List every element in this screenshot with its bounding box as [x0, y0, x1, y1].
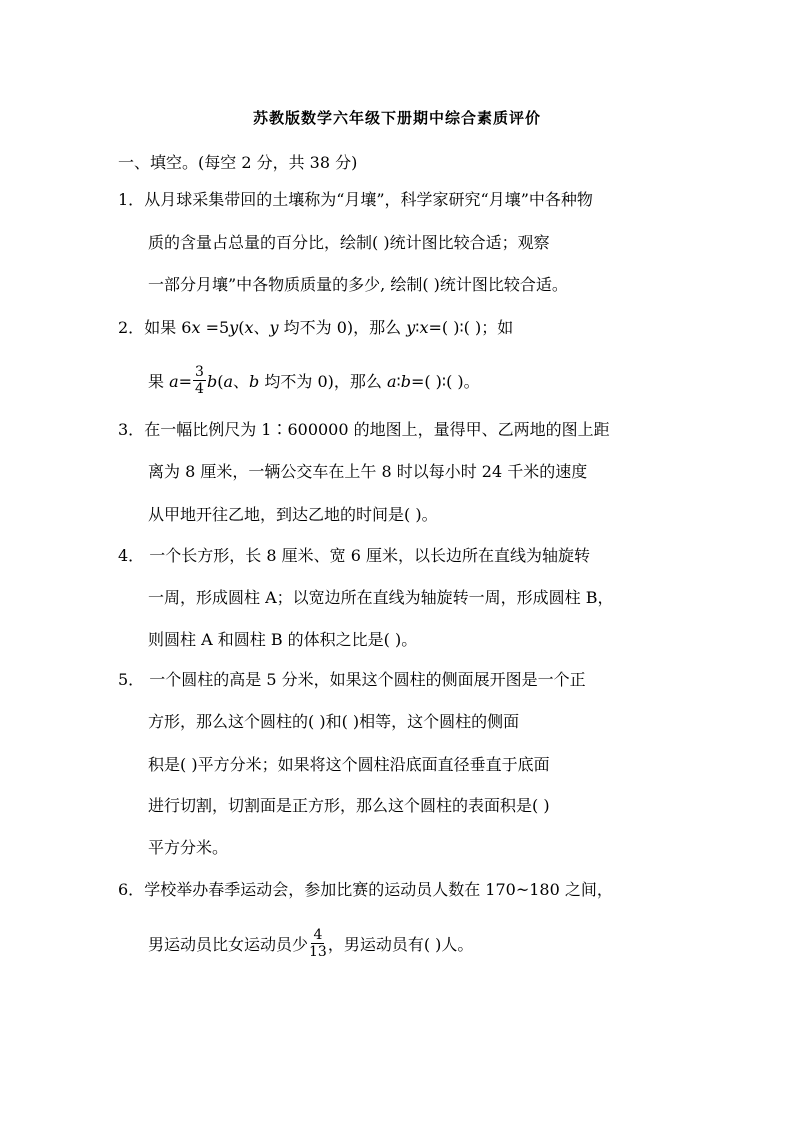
question-6-number: 6．: [118, 880, 145, 899]
question-2-line-2: 果 a= $\frac{3}{4}$ b(a、b 均不为 0)，那么 a∶b=( )∶( )。: [148, 364, 480, 397]
question-1-number: 1．: [118, 190, 145, 209]
question-1-line-1: 1．从月球采集带回的土壤称为“月壤”，科学家研究“月壤”中各种物: [118, 190, 593, 209]
fraction-four-thirteenths: $\frac{4}{13}$: [309, 927, 327, 960]
question-2-number: 2．: [118, 318, 145, 337]
question-5-line-2: 方形，那么这个圆柱的( )和( )相等，这个圆柱的侧面: [148, 712, 520, 731]
question-2-line-1: 2．如果 6x =5y(x、y 均不为 0)，那么 y∶x=( )∶( )；如: [118, 318, 514, 337]
question-1-line-2: 质的含量占总量的百分比，绘制( )统计图比较合适；观察: [148, 233, 550, 252]
question-5-number: 5．: [118, 670, 145, 689]
question-4-line-1: 4． 一个长方形，长 8 厘米、宽 6 厘米，以长边所在直线为轴旋转: [118, 546, 590, 565]
fraction-three-quarters: $\frac{3}{4}$: [195, 364, 204, 397]
question-5-line-1: 5． 一个圆柱的高是 5 分米，如果这个圆柱的侧面展开图是一个正: [118, 670, 586, 689]
question-6-line-1: 6．学校举办春季运动会，参加比赛的运动员人数在 170~180 之间，: [118, 880, 613, 899]
question-3-number: 3．: [118, 420, 145, 439]
question-4-number: 4．: [118, 546, 145, 565]
question-3-line-3: 从甲地开往乙地，到达乙地的时间是( )。: [148, 505, 438, 524]
question-5-line-3: 积是( )平方分米；如果将这个圆柱沿底面直径垂直于底面: [148, 755, 550, 774]
question-4-line-3: 则圆柱 A 和圆柱 B 的体积之比是( )。: [148, 630, 418, 649]
question-5-line-5: 平方分米。: [148, 838, 229, 857]
question-4-line-2: 一周，形成圆柱 A；以宽边所在直线为轴旋转一周，形成圆柱 B，: [148, 588, 614, 607]
document-title: 苏教版数学六年级下册期中综合素质评价: [252, 109, 541, 127]
question-5-line-4: 进行切割，切割面是正方形，那么这个圆柱的表面积是( ): [148, 796, 550, 815]
section-heading: 一、填空。(每空 2 分，共 38 分): [118, 153, 358, 172]
question-1-line-3: 一部分月壤”中各物质质量的多少, 绘制( )统计图比较合适。: [148, 275, 568, 294]
question-6-line-2: 男运动员比女运动员少 $\frac{4}{13}$ ，男运动员有( )人。: [148, 927, 474, 960]
question-3-line-2: 离为 8 厘米，一辆公交车在上午 8 时以每小时 24 千米的速度: [148, 462, 588, 481]
question-3-line-1: 3．在一幅比例尺为 1∶600000 的地图上，量得甲、乙两地的图上距: [118, 420, 610, 439]
